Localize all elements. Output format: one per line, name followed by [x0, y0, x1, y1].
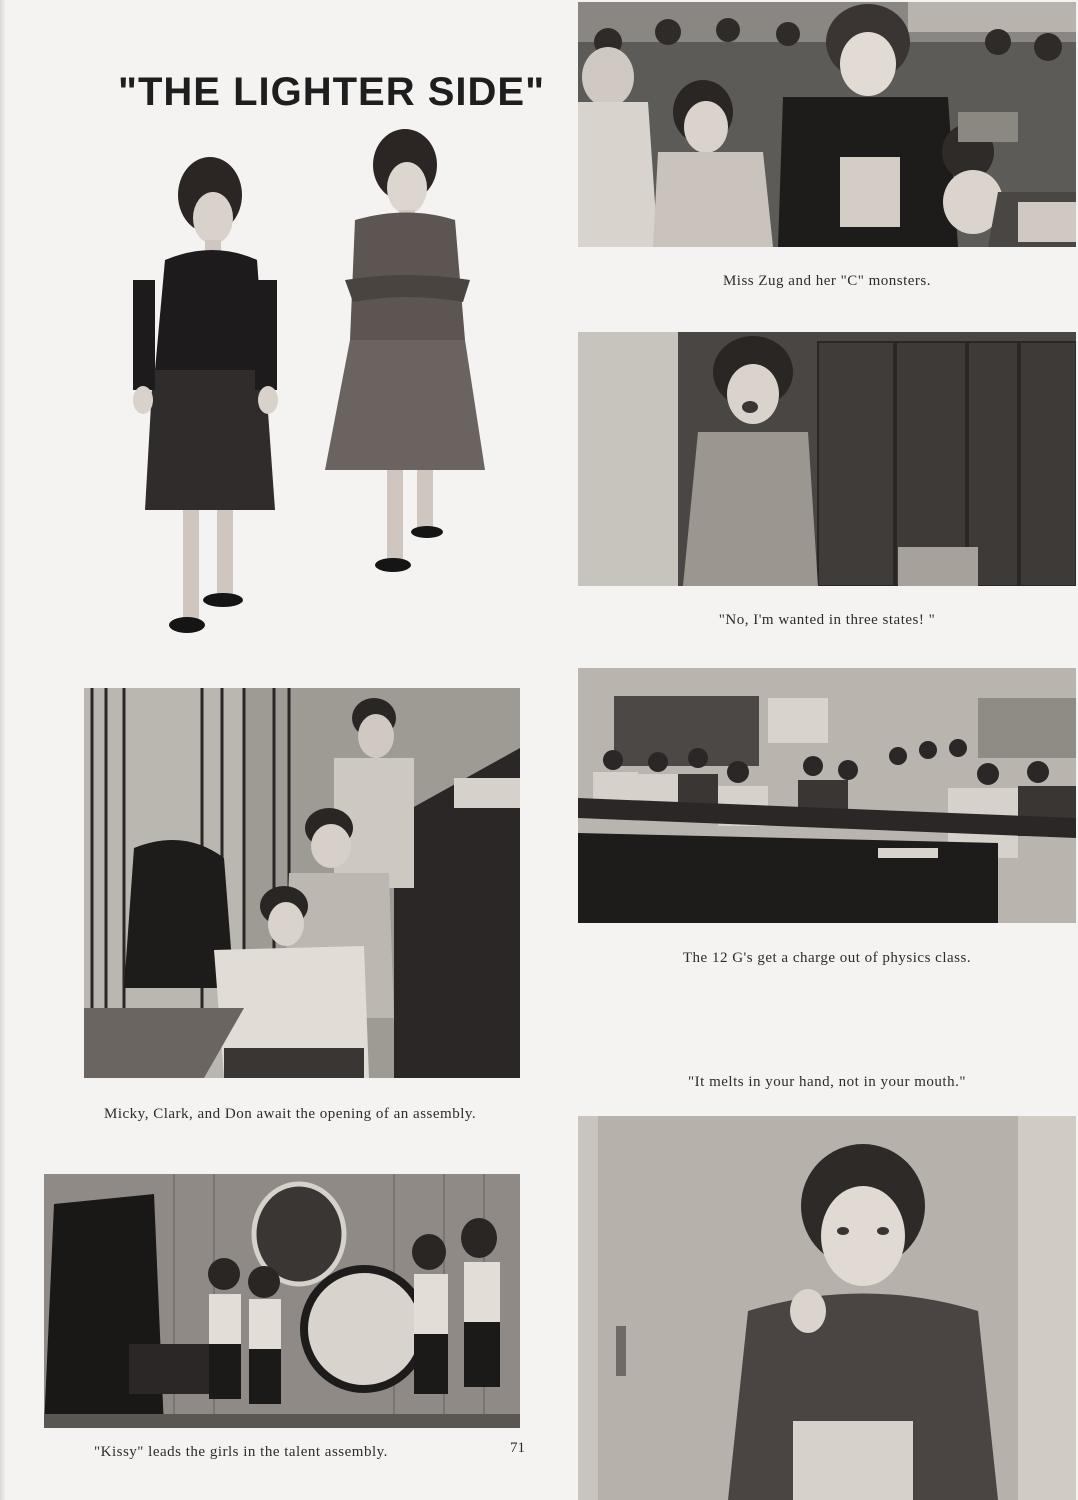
- physics-class-caption: The 12 G's get a charge out of physics class.: [682, 950, 972, 966]
- classroom-photo: [578, 2, 1076, 247]
- band-photo: [44, 1174, 520, 1428]
- page-binding-edge: [0, 0, 6, 1500]
- classroom-caption: Miss Zug and her "C" monsters.: [722, 273, 932, 289]
- locker-girl-caption: "No, I'm wanted in three states! ": [718, 612, 936, 628]
- candy-girl-photo: [578, 1116, 1076, 1500]
- page-number: 71: [510, 1440, 525, 1456]
- stage-crew-caption: Micky, Clark, and Don await the opening of an assembly.: [104, 1106, 477, 1122]
- stage-crew-photo: [84, 688, 520, 1078]
- physics-class-photo: [578, 668, 1076, 923]
- locker-girl-photo: [578, 332, 1076, 586]
- page-title: "THE LIGHTER SIDE": [118, 70, 546, 114]
- candy-girl-caption: "It melts in your hand, not in your mouth.": [688, 1074, 966, 1090]
- band-caption: "Kissy" leads the girls in the talent assembly.: [94, 1444, 388, 1460]
- two-girls-cutout: [125, 120, 495, 650]
